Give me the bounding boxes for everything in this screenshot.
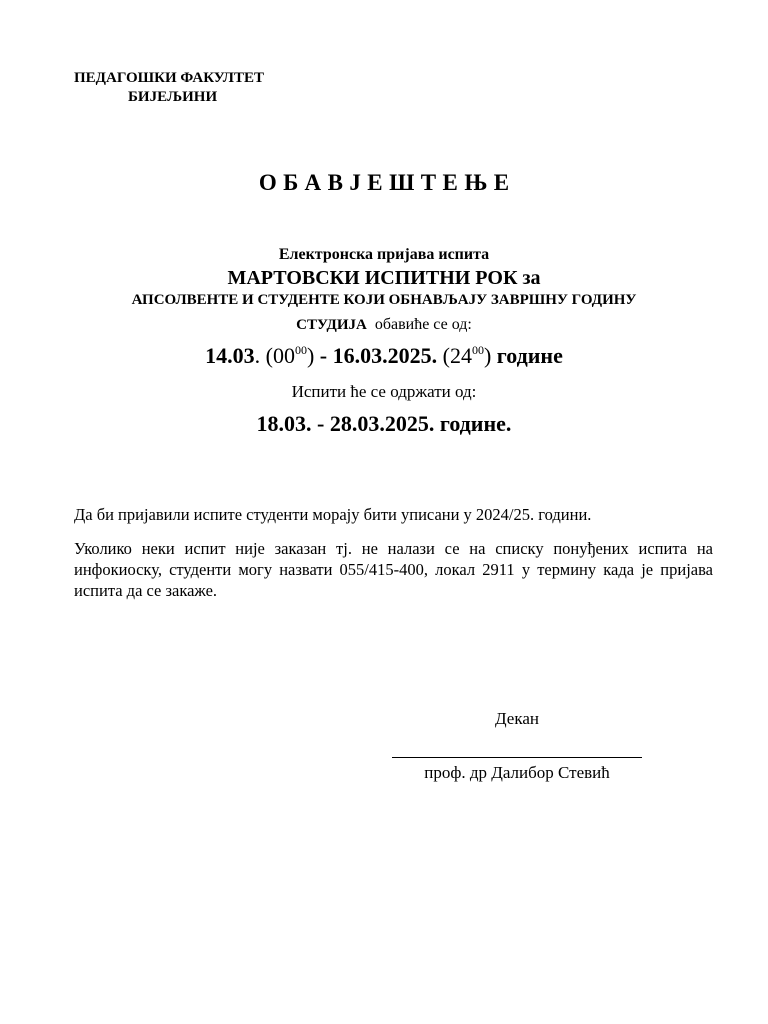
signature-line [392, 757, 642, 758]
exams-intro: Испити ће се одржати од: [291, 382, 477, 401]
body-paragraph-1: Да би пријавили испите студенти морају бити уписани у 2024/25. години. [74, 505, 592, 524]
registration-end-date: 16.03.2025. [332, 343, 438, 368]
announcement-line2: МАРТОВСКИ ИСПИТНИ РОК за [227, 267, 541, 289]
body-paragraph-2: Уколико неки испит није заказан тј. не налази се на списку понуђених испита на инфокиоску, студенти могу назвати 055/415-400, локал 2911 у термину када је пријава испита да се закаже. [74, 539, 713, 600]
registration-suffix: године [496, 343, 563, 368]
announcement-line3: АПСОЛВЕНТЕ И СТУДЕНТЕ КОЈИ ОБНАВЉАЈУ ЗАВРШНУ ГОДИНУ [131, 292, 637, 308]
registration-start-minutes: 00 [294, 343, 307, 357]
registration-start-date: 14.03 [205, 343, 255, 368]
announcement-line4-bold: СТУДИЈА [296, 317, 367, 333]
exams-period: 18.03. - 28.03.2025. године. [256, 411, 512, 436]
registration-dash: - [319, 343, 328, 368]
signature-name: проф. др Далибор Стевић [424, 763, 610, 782]
registration-start-hour: 00 [272, 343, 295, 368]
registration-start-sep: . [254, 343, 261, 368]
signature-title: Декан [495, 709, 539, 728]
announcement-line4 [0, 316, 768, 334]
registration-period: 14.03. $(00^{00}) - 16.03.2025$. $(24^{00})$ године [205, 343, 563, 368]
announcement-line1: Електронска пријава испита [278, 246, 490, 263]
document-title: ОБАВЈЕШТЕЊЕ [258, 170, 516, 195]
registration-end-minutes: 00 [471, 343, 484, 357]
institution-name-line1: ПЕДАГОШКИ ФАКУЛТЕТ [74, 70, 264, 86]
institution-name-line2: БИЈЕЉИНИ [128, 89, 218, 105]
announcement-line4-rest: обавиће се од: [374, 316, 472, 333]
registration-end-hour: 24 [449, 343, 472, 368]
